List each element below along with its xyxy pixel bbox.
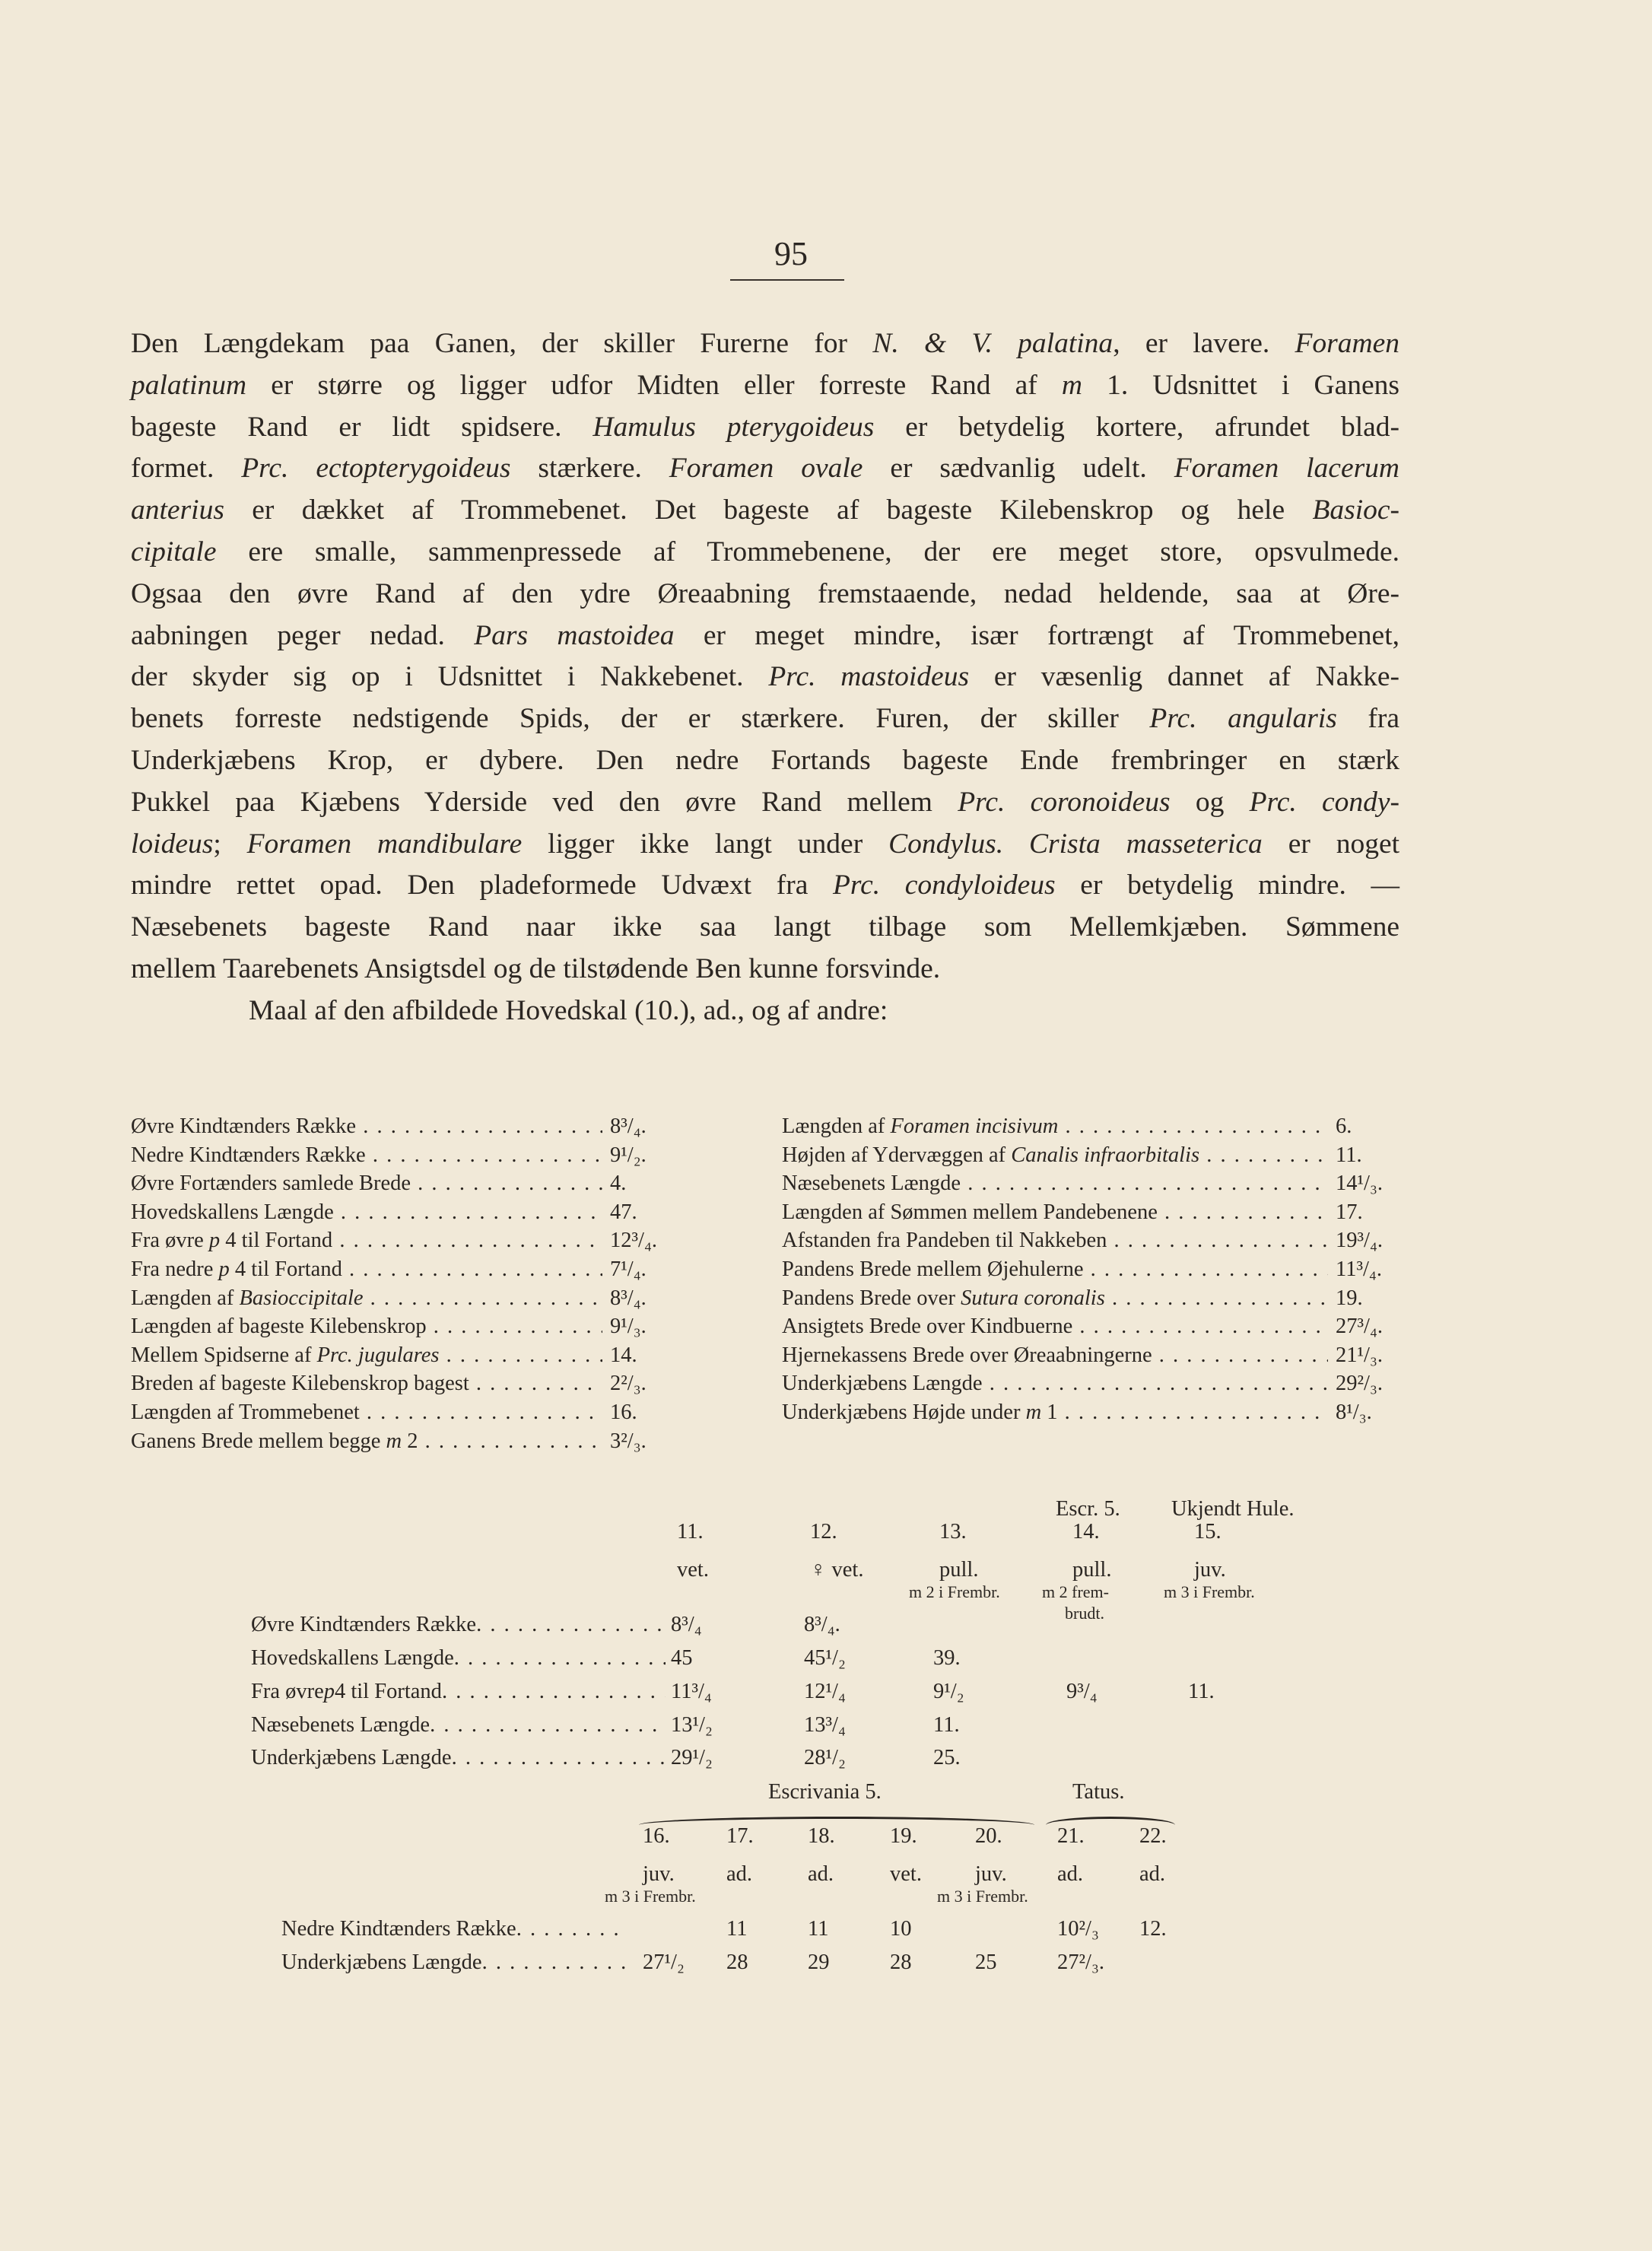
column-number: 15.	[1194, 1520, 1222, 1544]
table-cell: 12.	[1139, 1917, 1167, 1941]
text-run: er væsenlig dannet af Nakke-	[969, 661, 1399, 693]
text-run: Fra øvre	[131, 1229, 209, 1253]
text-run: formet.	[131, 453, 242, 485]
text-run: 1. Udsnittet i Ganens	[1082, 369, 1399, 401]
italic-term: anterius	[131, 494, 224, 526]
measurement-row	[131, 1398, 678, 1427]
measurement-value: 47.	[610, 1200, 637, 1224]
table-cell: 28	[890, 1951, 912, 1974]
measurement-value: 12³/₄.	[610, 1229, 658, 1253]
measurement-table-2	[281, 1780, 1270, 1993]
measurement-value: 3²/₃.	[610, 1429, 647, 1453]
measurement-value: 9¹/₃.	[610, 1315, 647, 1339]
text-run: , er lavere.	[1113, 328, 1295, 359]
measurement-row	[131, 1226, 678, 1255]
column-number: 11.	[677, 1520, 704, 1544]
text-line	[131, 698, 1399, 740]
column-note-detail: m 3 i Frembr.	[937, 1887, 1028, 1906]
measurement-value: 6.	[1336, 1114, 1352, 1138]
dot-leader	[452, 1746, 666, 1770]
text-line	[131, 907, 1399, 949]
text-run: Fra øvre	[251, 1680, 324, 1703]
text-line	[131, 448, 1399, 490]
italic-term: Hamulus pterygoideus	[592, 411, 875, 443]
text-line	[131, 615, 1399, 657]
text-run: 4 til Fortand	[220, 1229, 333, 1253]
italic-term: Basioc-	[1312, 494, 1399, 526]
measurement-row	[782, 1112, 1395, 1141]
text-line	[131, 990, 1399, 1032]
text-run: Øvre Fortænders samlede Brede	[131, 1172, 411, 1196]
italic-term: p	[323, 1680, 335, 1703]
dot-leader	[454, 1646, 666, 1671]
measurement-value: 11.	[1336, 1143, 1362, 1167]
italic-term: Basioccipitale	[239, 1286, 364, 1310]
table-cell: 28	[726, 1951, 748, 1974]
text-run: Underkjæbens Højde under	[782, 1400, 1026, 1424]
column-note: vet.	[677, 1558, 709, 1582]
text-run: 2	[402, 1429, 418, 1453]
text-run: Hovedskallens Længde	[131, 1200, 334, 1224]
table-cell: 25	[975, 1951, 997, 1974]
measurement-label	[782, 1341, 1328, 1370]
italic-term: Foramen lacerum	[1174, 453, 1400, 485]
text-run	[1003, 828, 1029, 860]
italic-term: Foramen ovale	[669, 453, 863, 485]
table-cell: 10²/₃	[1057, 1917, 1099, 1941]
table-cell: 8³/₄.	[804, 1613, 840, 1636]
table-row-label	[281, 1951, 627, 1975]
table-cell: 45	[671, 1646, 693, 1670]
text-run: Den Længdekam paa Ganen, der skiller Furerne for	[131, 328, 873, 359]
italic-term: palatinum	[131, 369, 247, 401]
column-note: pull.	[939, 1558, 979, 1582]
column-note: juv.	[643, 1862, 675, 1886]
table-cell: 27²/₃.	[1057, 1951, 1105, 1974]
table-row-label	[251, 1713, 666, 1738]
text-run: Pandens Brede mellem Øjehulerne	[782, 1257, 1084, 1281]
text-line	[131, 657, 1399, 698]
table-cell: 9³/₄	[1066, 1680, 1098, 1703]
measurement-label	[131, 1341, 602, 1370]
group-header: Escrivania 5.	[768, 1780, 882, 1804]
measurement-label	[782, 1198, 1328, 1227]
measurement-row	[782, 1341, 1395, 1370]
measurement-row	[131, 1341, 678, 1370]
table-row-label	[281, 1917, 627, 1941]
text-run: Næsebenets Længde	[251, 1713, 430, 1737]
italic-term: m	[386, 1429, 402, 1453]
text-run: Længden af bageste Kilebenskrop	[131, 1315, 427, 1339]
measurement-row	[131, 1369, 678, 1398]
text-run: Ganens Brede mellem begge	[131, 1429, 386, 1453]
text-line	[131, 532, 1399, 574]
italic-term: loideus	[131, 828, 214, 860]
column-note: ad.	[1139, 1862, 1166, 1886]
page-number: 95	[774, 235, 808, 272]
measurement-label	[782, 1255, 1328, 1284]
column-note: pull.	[1072, 1558, 1112, 1582]
text-run: Ogsaa den øvre Rand af den ydre Øreaabning fremstaaende, nedad heldende, saa at Øre-	[131, 577, 1399, 609]
italic-term: Sutura coronalis	[961, 1286, 1105, 1310]
dot-leader	[516, 1917, 627, 1941]
text-run: bageste Rand er lidt spidsere.	[131, 411, 593, 443]
text-run: Nedre Kindtænders Række	[131, 1143, 366, 1167]
text-run: Pukkel paa Kjæbens Yderside ved den øvre Rand mellem	[131, 786, 958, 818]
column-number: 12.	[810, 1520, 837, 1544]
measurement-row	[131, 1284, 678, 1313]
dot-leader	[482, 1951, 627, 1975]
table-cell: 27¹/₂	[643, 1951, 685, 1974]
measurement-value: 9¹/₂.	[610, 1143, 647, 1167]
measurement-value: 16.	[610, 1400, 637, 1424]
text-run: Højden af Ydervæggen af	[782, 1143, 1012, 1167]
text-run: og	[1170, 786, 1250, 818]
column-note-detail: m 2 frem-	[1042, 1582, 1109, 1601]
column-note: vet.	[890, 1862, 922, 1886]
text-run: Længden af	[782, 1114, 891, 1138]
measurements-left-column	[131, 1112, 678, 1455]
measurement-value: 8³/₄.	[610, 1114, 647, 1138]
italic-term: m	[1025, 1400, 1042, 1424]
column-number: 13.	[939, 1520, 967, 1544]
measurement-label	[131, 1112, 602, 1141]
measurement-row	[131, 1427, 678, 1456]
text-line	[131, 323, 1399, 365]
text-run: Afstanden fra Pandeben til Nakkeben	[782, 1229, 1107, 1253]
italic-term: Prc. condyloideus	[833, 870, 1056, 901]
column-note: ad.	[808, 1862, 834, 1886]
column-note: ♀ vet.	[810, 1558, 864, 1582]
measurement-label	[131, 1369, 602, 1398]
measurement-label	[782, 1369, 1328, 1398]
measurement-table-1	[251, 1497, 1339, 1771]
text-run: Mellem Spidserne af	[131, 1343, 317, 1367]
text-run: er betydelig mindre. —	[1055, 870, 1399, 901]
measurement-label	[131, 1198, 602, 1227]
measurement-label	[131, 1427, 602, 1456]
text-line	[131, 407, 1399, 449]
table-cell: 12¹/₄	[804, 1680, 846, 1703]
measurement-row	[131, 1141, 678, 1170]
measurement-label	[131, 1141, 602, 1170]
text-run: fra	[1336, 703, 1399, 735]
italic-term: Foramen mandibulare	[246, 828, 523, 860]
measurement-row	[782, 1398, 1395, 1427]
text-run: Øvre Kindtænders Række	[131, 1114, 357, 1138]
table-row-label	[251, 1613, 666, 1637]
table-cell: 25.	[933, 1746, 961, 1769]
italic-term: p	[218, 1257, 230, 1281]
italic-term: p	[208, 1229, 221, 1253]
group-header: Ukjendt Hule.	[1171, 1497, 1295, 1521]
text-run: der skyder sig op i Udsnittet i Nakkebenet.	[131, 661, 769, 693]
text-line	[131, 365, 1399, 407]
text-run: aabningen peger nedad.	[131, 619, 475, 651]
text-run: Pandens Brede over	[782, 1286, 961, 1310]
column-number: 18.	[808, 1824, 835, 1848]
measurement-value: 21¹/₃.	[1336, 1343, 1384, 1367]
text-run: Maal af den afbildede Hovedskal (10.), ad., og af andre:	[249, 994, 888, 1026]
text-run: Længden af	[131, 1286, 240, 1310]
text-run: Ansigtets Brede over Kindbuerne	[782, 1315, 1073, 1339]
italic-term: Prc. mastoideus	[768, 661, 970, 693]
measurement-label	[131, 1169, 602, 1198]
column-number: 14.	[1072, 1520, 1100, 1544]
measurement-row	[131, 1255, 678, 1284]
table-row-label	[251, 1646, 666, 1671]
italic-term: Prc. ectopterygoideus	[241, 453, 511, 485]
text-run: 4 til Fortand	[229, 1257, 342, 1281]
italic-term: Crista masseterica	[1029, 828, 1263, 860]
text-run: Breden af bageste Kilebenskrop bagest	[131, 1372, 469, 1396]
text-run: 4 til Fortand	[335, 1680, 442, 1703]
table-cell: 10	[890, 1917, 912, 1941]
table-cell: 11	[726, 1917, 748, 1941]
text-run: Hjernekassens Brede over Øreaabningerne	[782, 1343, 1152, 1367]
measurement-row	[782, 1198, 1395, 1227]
measurement-label	[782, 1169, 1328, 1198]
measurement-label	[131, 1284, 602, 1313]
measurement-label	[131, 1312, 602, 1341]
text-run: mellem Taarebenets Ansigtsdel og de tilstødende Ben kunne forsvinde.	[131, 952, 941, 984]
table-cell: 45¹/₂	[804, 1646, 846, 1670]
italic-term: Condylus.	[888, 828, 1004, 860]
text-line	[131, 865, 1399, 907]
dot-leader	[476, 1613, 666, 1637]
measurement-label	[131, 1255, 602, 1284]
measurement-row	[131, 1198, 678, 1227]
italic-term: Prc. coronoideus	[958, 786, 1171, 818]
measurement-row	[782, 1141, 1395, 1170]
measurement-row	[782, 1169, 1395, 1198]
measurement-row	[782, 1312, 1395, 1341]
table-cell: 29¹/₂	[671, 1746, 713, 1769]
measurement-value: 2²/₃.	[610, 1372, 647, 1396]
text-run: Underkjæbens Længde	[251, 1746, 452, 1769]
measurement-row	[782, 1284, 1395, 1313]
group-header: Escr. 5.	[1056, 1497, 1120, 1521]
column-number: 19.	[890, 1824, 917, 1848]
column-number: 16.	[643, 1824, 670, 1848]
column-note-detail: m 3 i Frembr.	[1164, 1582, 1255, 1601]
measurement-value: 19.	[1336, 1286, 1363, 1310]
column-note: juv.	[975, 1862, 1007, 1886]
text-run: er meget mindre, især fortrængt af Trommebenet,	[674, 619, 1399, 651]
text-run: er sædvanlig udelt.	[863, 453, 1174, 485]
text-run: ere smalle, sammenpressede af Trommebenene, der ere meget store, opsvulmede.	[216, 536, 1399, 568]
dot-leader	[430, 1713, 666, 1738]
table-cell: 28¹/₂	[804, 1746, 846, 1769]
text-run: stærkere.	[510, 453, 669, 485]
measurement-value: 8³/₄.	[610, 1286, 647, 1310]
table-cell: 13³/₄	[804, 1713, 846, 1737]
text-run: Næsebenets Længde	[782, 1172, 961, 1196]
text-run: er betydelig kortere, afrundet blad-	[874, 411, 1400, 443]
column-note: ad.	[726, 1862, 753, 1886]
measurement-value: 19³/₄.	[1336, 1229, 1384, 1253]
text-line	[131, 490, 1399, 532]
italic-term: m	[1061, 369, 1082, 401]
text-run: er større og ligger udfor Midten eller forreste Rand af	[246, 369, 1062, 401]
measurement-row	[782, 1255, 1395, 1284]
text-line	[131, 740, 1399, 782]
text-run: Længden af Sømmen mellem Pandebenene	[782, 1200, 1158, 1224]
table-cell: 8³/₄	[671, 1613, 702, 1636]
measurement-value: 8¹/₃.	[1336, 1400, 1372, 1424]
column-note-detail: m 3 i Frembr.	[605, 1887, 696, 1906]
italic-term: cipitale	[131, 536, 217, 568]
dot-leader	[442, 1680, 666, 1704]
text-line	[131, 782, 1399, 824]
measurement-label	[782, 1398, 1328, 1427]
column-note-detail: brudt.	[1065, 1604, 1104, 1623]
page-number-rule	[730, 279, 844, 281]
measurement-label	[782, 1226, 1328, 1255]
text-run: er dækket af Trommebenet. Det bageste af bageste Kilebenskrop og hele	[224, 494, 1313, 526]
table-cell: 11³/₄	[671, 1680, 712, 1703]
text-line	[131, 824, 1399, 866]
measurement-value: 4.	[610, 1172, 627, 1196]
measurement-value: 29²/₃.	[1336, 1372, 1384, 1396]
column-note: ad.	[1057, 1862, 1084, 1886]
table-cell: 11.	[1188, 1680, 1215, 1703]
column-note: juv.	[1194, 1558, 1226, 1582]
table-row-label	[251, 1680, 666, 1704]
measurement-value: 14.	[610, 1343, 637, 1367]
measurement-label	[131, 1226, 602, 1255]
measurement-value: 27³/₄.	[1336, 1315, 1384, 1339]
text-line	[131, 949, 1399, 990]
measurement-label	[782, 1284, 1328, 1313]
measurement-row	[131, 1312, 678, 1341]
measurement-row	[782, 1369, 1395, 1398]
column-number: 17.	[726, 1824, 754, 1848]
text-run: Nedre Kindtænders Række	[281, 1917, 516, 1941]
text-run: Næsebenets bageste Rand naar ikke saa langt tilbage som Mellemkjæben. Sømmene	[131, 911, 1399, 943]
measurement-row	[131, 1169, 678, 1198]
table-row-label	[251, 1746, 666, 1770]
measurement-label	[782, 1141, 1328, 1170]
text-run: Længden af Trommebenet	[131, 1400, 360, 1424]
table-cell: 13¹/₂	[671, 1713, 713, 1737]
italic-term: Pars mastoidea	[474, 619, 675, 651]
table-cell: 11.	[933, 1713, 960, 1737]
measurement-value: 7¹/₄.	[610, 1257, 647, 1281]
text-run: 1	[1041, 1400, 1058, 1424]
column-number: 21.	[1057, 1824, 1085, 1848]
text-run: Øvre Kindtænders Række	[251, 1613, 477, 1636]
text-run: ligger ikke langt under	[522, 828, 889, 860]
text-run: mindre rettet opad. Den pladeformede Udvæxt fra	[131, 870, 834, 901]
group-header: Tatus.	[1072, 1780, 1125, 1804]
body-text	[131, 323, 1399, 1032]
italic-term: Foramen incisivum	[890, 1114, 1059, 1138]
column-number: 20.	[975, 1824, 1002, 1848]
text-run: Hovedskallens Længde	[251, 1646, 454, 1670]
text-run: er noget	[1262, 828, 1400, 860]
measurement-value: 14¹/₃.	[1336, 1172, 1384, 1196]
text-run: Fra nedre	[131, 1257, 219, 1281]
table-cell: 39.	[933, 1646, 961, 1670]
text-run: Underkjæbens Længde	[281, 1951, 482, 1974]
measurement-row	[131, 1112, 678, 1141]
measurement-value: 11³/₄.	[1336, 1257, 1382, 1281]
column-note-detail: m 2 i Frembr.	[909, 1582, 1000, 1601]
measurements-right-column	[782, 1112, 1395, 1427]
measurement-row	[782, 1226, 1395, 1255]
measurement-value: 17.	[1336, 1200, 1363, 1224]
italic-term: N. & V. palatina	[872, 328, 1114, 359]
italic-term: Prc. angularis	[1149, 703, 1337, 735]
table-cell: 11	[808, 1917, 829, 1941]
italic-term: Canalis infraorbitalis	[1011, 1143, 1200, 1167]
measurement-label	[782, 1112, 1328, 1141]
table-cell: 9¹/₂	[933, 1680, 964, 1703]
text-run: ;	[213, 828, 247, 860]
text-run: benets forreste nedstigende Spids, der er stærkere. Furen, der skiller	[131, 703, 1150, 735]
column-number: 22.	[1139, 1824, 1167, 1848]
table-cell: 29	[808, 1951, 830, 1974]
italic-term: Prc. condy-	[1249, 786, 1400, 818]
italic-term: Foramen	[1295, 328, 1399, 359]
measurement-label	[131, 1398, 602, 1427]
italic-term: Prc. jugulares	[316, 1343, 440, 1367]
text-run: Underkjæbens Længde	[782, 1372, 983, 1396]
text-run: Underkjæbens Krop, er dybere. Den nedre Fortands bageste Ende frembringer en stærk	[131, 744, 1399, 776]
text-line	[131, 574, 1399, 615]
measurement-label	[782, 1312, 1328, 1341]
